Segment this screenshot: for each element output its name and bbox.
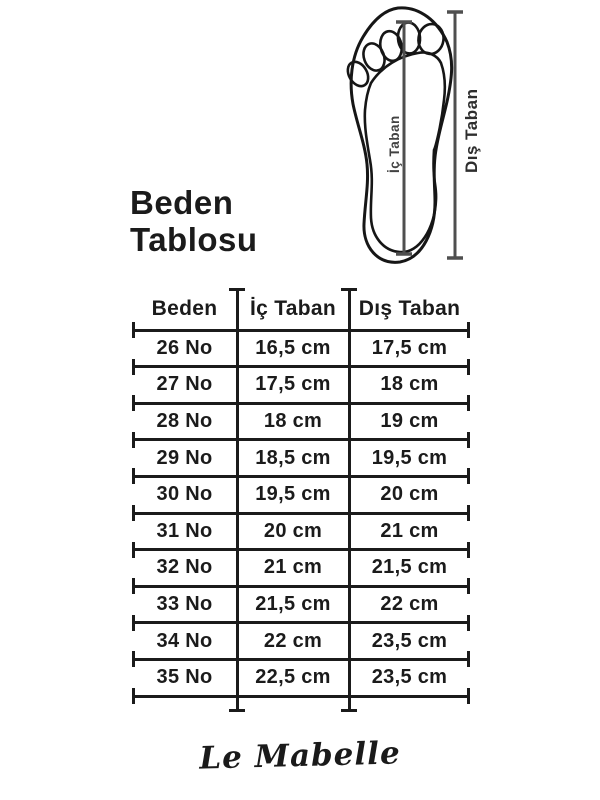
table-cell: 17,5 cm [371, 336, 448, 359]
table-rule [132, 438, 470, 441]
brand-logo: Le Mabelle [198, 735, 402, 777]
header-dis-taban: Dış Taban [358, 297, 461, 320]
outer-sole-label: Dış Taban [462, 88, 481, 173]
table-cell: 18,5 cm [255, 446, 331, 469]
table-row [132, 659, 470, 696]
table-cell: 16,5 cm [255, 336, 331, 359]
table-cell: 20 cm [263, 519, 323, 542]
table-rule [132, 621, 470, 624]
table-cell: 28 No [156, 409, 213, 432]
table-cell: 21 cm [380, 519, 439, 542]
table-row [132, 623, 470, 660]
table-cell: 26 No [156, 336, 213, 359]
column-divider-1 [236, 288, 239, 712]
table-cell: 29 No [156, 446, 213, 469]
table-cell: 19,5 cm [255, 483, 331, 506]
table-cell: 21 cm [263, 556, 323, 579]
table-rule [132, 475, 470, 478]
table-row [132, 440, 470, 477]
table-rule [132, 402, 470, 405]
page-title: Beden Tablosu [130, 184, 258, 258]
table-rule [132, 365, 470, 368]
table-cell: 31 No [156, 519, 213, 542]
table-cell: 34 No [156, 629, 213, 652]
table-rule [132, 695, 470, 698]
table-cell: 30 No [156, 483, 213, 506]
table-row [132, 586, 470, 623]
table-cell: 23,5 cm [371, 666, 448, 689]
table-cell: 18 cm [380, 373, 439, 396]
table-cell: 19 cm [380, 409, 439, 432]
toe-pinky [344, 58, 373, 90]
table-rule [132, 512, 470, 515]
table-cell: 22 cm [263, 629, 323, 652]
table-row [132, 550, 470, 587]
table-row [132, 476, 470, 513]
table-cell: 21,5 cm [255, 592, 331, 615]
table-cell: 33 No [156, 592, 213, 615]
table-cell: 32 No [156, 556, 213, 579]
table-cell: 17,5 cm [255, 373, 331, 396]
table-cell: 35 No [156, 666, 213, 689]
table-cell: 21,5 cm [371, 556, 448, 579]
size-table [132, 288, 470, 712]
table-rule [132, 658, 470, 661]
table-cell: 20 cm [380, 483, 439, 506]
table-cell: 18 cm [263, 409, 323, 432]
table-cell: 22,5 cm [255, 666, 331, 689]
table-rule [132, 329, 470, 332]
table-rule [132, 548, 470, 551]
table-row [132, 330, 470, 367]
header-ic-taban: İç Taban [249, 297, 337, 320]
table-header-row [132, 288, 470, 330]
header-beden: Beden [151, 297, 218, 320]
table-cell: 22 cm [380, 592, 439, 615]
table-row [132, 367, 470, 404]
inner-sole-label: İç Taban [387, 115, 402, 173]
table-rule [132, 585, 470, 588]
table-row [132, 513, 470, 550]
table-cell: 23,5 cm [371, 629, 448, 652]
table-row [132, 403, 470, 440]
table-cell: 19,5 cm [371, 446, 448, 469]
column-divider-2 [348, 288, 351, 712]
table-cell: 27 No [156, 373, 213, 396]
foot-diagram [325, 2, 485, 272]
